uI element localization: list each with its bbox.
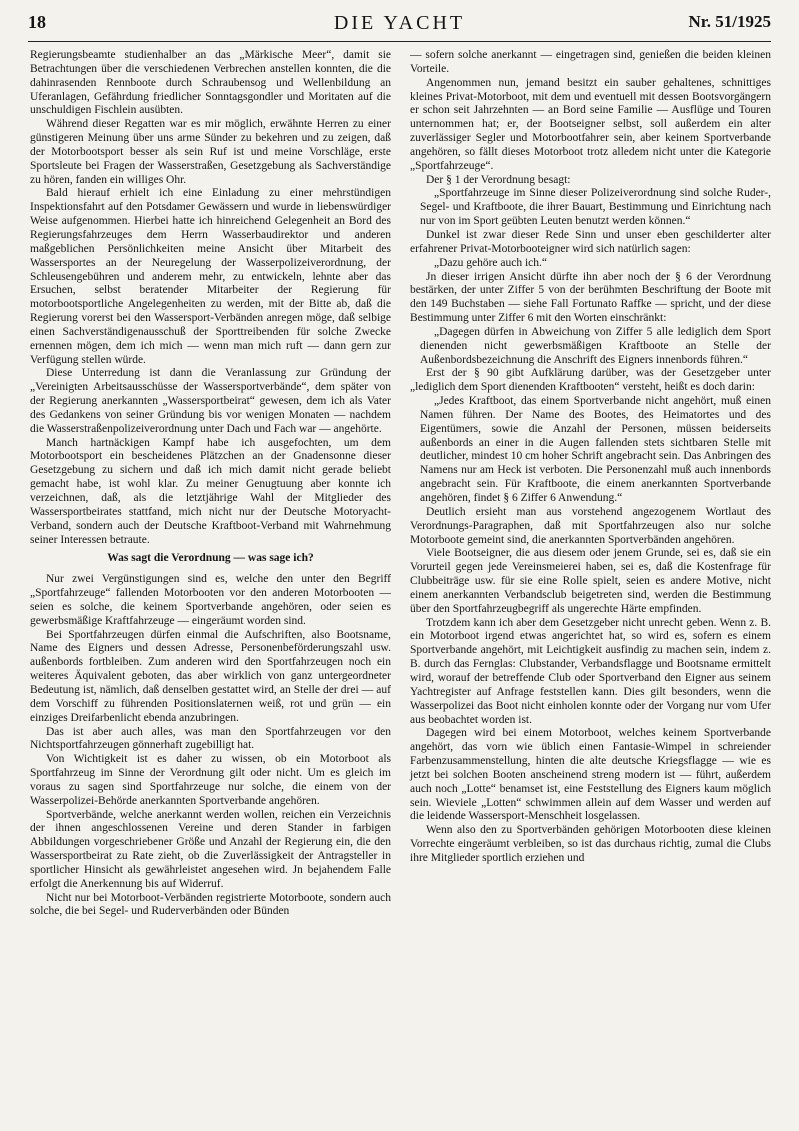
paragraph: Während dieser Regatten war es mir möglich, erwähnte Herren zu einer günstigeren Meinung über uns arme Sünder zu bekehren und zu zeigen, daß der Motorbootsport besser als sein Ruf ist und meine Vorschläge, erste Sportsleute bei Fragen der Wasserstraßen, Gesetzgebung als Sachverständige zu hören, fanden ein williges Ohr. (30, 118, 391, 186)
paragraph: Diese Unterredung ist dann die Veranlassung zur Gründung der „Vereinigten Arbeitsausschüsse der Wassersportverbände“, dem später von der Regierung anerkannten „Wassersportbeirat“ gewesen, dem ich als Vater des Gedankens von seiner Gründung bis vor wenigen Monaten — nachdem die Wasserstraßenpolizeiverordnung unter Dach und Fach war — angehörte. (30, 367, 391, 435)
paragraph: Erst der § 90 gibt Aufklärung darüber, was der Gesetzgeber unter „lediglich dem Sport dienenden Kraftbooten“ versteht, heißt es doch darin: (410, 367, 771, 394)
paragraph: — sofern solche anerkannt — eingetragen sind, genießen die beiden kleinen Vorteile. (410, 49, 771, 75)
paragraph: Jn dieser irrigen Ansicht dürfte ihn aber noch der § 6 der Verordnung bestärken, der unter Ziffer 5 von der berühmten Beschriftung der Boote mit den 149 Buchstaben — siehe Fall Fortunato Raffke — spricht, und der diese Bestimmung unter Ziffer 6 mit den Worten einschränkt: (410, 270, 771, 325)
paragraph: Viele Bootseigner, die aus diesem oder jenem Grunde, sei es, daß sie ein Vorurteil gegen jede Vereinsmeierei haben, sei es, daß die Kostenfrage für Clubbeiträge usw. für sie eine Rolle spielt, seien es andere Motive, nicht einem anerkannten Verbandsclub beigetreten sind, werden die Bestimmung über den Sportfahrzeugbegriff als ungerechte Härte empfinden. (410, 547, 771, 615)
paragraph: Manch hartnäckigen Kampf habe ich ausgefochten, um dem Motorbootsport ein bescheidenes Plätzchen an der Gnadensonne dieser Gesetzgebung zu sichern und daß ich mich damit nicht gerade beliebt gemacht habe, ist wohl klar. Zu meiner Genugtuung aber konnte ich verzeichnen, daß, als die letztjährige Wahl der Mitglieder des Wassersportbeirates stattfand, mich nicht nur der Deutsche Motoryacht-Verband, sondern auch der Deutsche Kraftboot-Verband mit Wahrnehmung seiner Interessen betraute. (30, 436, 391, 546)
section-heading: Was sagt die Verordnung — was sage ich? (107, 552, 314, 565)
paragraph: Trotzdem kann ich aber dem Gesetzgeber nicht unrecht geben. Wenn z. B. ein Motorboot irgend etwas angerichtet hat, so wird es, sofern es einem Sportverbande angehört, mit Leichtigkeit ausfindig zu machen sein, indem z. B. durch das Fernglas: Clubstander, Verbandsflagge und Bootsname ermittelt wird, worauf der betreffende Club oder Sportverband den Eigner aus seinem Yachtregister auf Anfrage feststellen kann. Dies gilt besonders, wenn die Wasserpolizei das Boot nicht einholen konnte oder der Vorgang nur vom Ufer aus beobachtet worden ist. (410, 616, 771, 726)
paragraph: Bei Sportfahrzeugen dürfen einmal die Aufschriften, also Bootsname, Name des Eigners und dessen Adresse, Personenbeförderungszahl usw. außenbords fortbleiben. Zum anderen wird den Sportfahrzeugen noch ein weiteres Äquivalent geboten, das aber wirklich von ganz untergeordneter Bedeutung ist, nämlich, daß denselben gestattet wird, an Stelle der drei — auf dem Vorschiff zu führenden Positionslaternen weiß, rot und grün — ein einziges Dreifarbenlicht ebenda anzubringen. (30, 628, 391, 724)
quotation: „Dagegen dürfen in Abweichung von Ziffer 5 alle lediglich dem Sport dienenden nicht gewerbsmäßigen Kraftboote an Stelle der Außenbordsbezeichnung die Anschrift des Eigners innenbords führen.“ (420, 325, 771, 366)
paragraph: Dagegen wird bei einem Motorboot, welches keinem Sportverbande angehört, das vorn wie üblich einen Fantasie-Wimpel in schreiender Farbenzusammenstellung, hinten die alte deutsche Kriegsflagge — wie es jetzt bei solchen Booten anscheinend streng modern ist — führt, außerdem auch noch „Lotte“ benamset ist, eine Feststellung des Eigners kaum möglich sein. Wieviele „Lotten“ schwimmen allein auf dem Wasser und werden auf die leidende Wassersport-Menschheit losgelassen. (410, 727, 771, 823)
page-header (28, 8, 771, 38)
page-number: 18 (28, 12, 46, 32)
paragraph: Der § 1 der Verordnung besagt: (426, 173, 571, 186)
issue-number: Nr. 51/1925 (688, 12, 771, 31)
paragraph: Das ist aber auch alles, was man den Sportfahrzeugen vor den Nichtsportfahrzeugen gönnerhaft zugebilligt hat. (30, 725, 391, 752)
quotation: „Sportfahrzeuge im Sinne dieser Polizeiverordnung sind solche Ruder-, Segel- und Kraftboote, die ihrer Bauart, Bestimmung und Einrichtung nach nur von im Sport geübten Leuten benutzt werden können.“ (420, 187, 771, 228)
paragraph: Dunkel ist zwar dieser Rede Sinn und unser eben geschilderter alter erfahrener Privat-Motorbooteigner wird sich natürlich sagen: (410, 228, 771, 255)
paragraph: Angenommen nun, jemand besitzt ein sauber gehaltenes, schnittiges kleines Privat-Motorboot, mit dem und eventuell mit dessen Bootsvorgängern er schon seit Jahrzehnten — an Bord seine Familie — Ausflüge und Touren unternommen hat; er, der Bootseigner selbst, soll außerdem ein alter zuverlässiger Segler und Motorbootfahrer sein, aber keinem Sportverbande angehören, so fällt dieses Motorboot trotz alledem nicht unter die Kategorie „Sportfahrzeuge“. (410, 76, 771, 172)
header-rule (28, 41, 771, 42)
paragraph: Nur zwei Vergünstigungen sind es, welche den unter den Begriff „Sportfahrzeuge“ fallenden Motorbooten vor den anderen Motorbooten — seien es solche, die keinem Sportverbande angehören, oder seien es gewerbsmäßige Kraftfahrzeuge — eingeräumt worden sind. (30, 573, 391, 627)
quotation: „Jedes Kraftboot, das einem Sportverbande nicht angehört, muß einen Namen führen. Der Name des Bootes, des Heimatortes und des Eigentümers, sowie die Anzahl der Personen, müssen beiderseits außenbords an einer in die Augen fallenden stets sichtbaren Stelle mit deutlicher, mindest 10 cm hoher Schrift angebracht sein. Das Anbringen des Namens nur am Heck ist verboten. Die Personenzahl muß auch innenbords angebracht sein. Für Kraftboote, die einem anerkannten Sportverbande angehören, findet § 6 Ziffer 6 Anwendung.“ (420, 395, 771, 504)
paragraph: Nicht nur bei Motorboot-Verbänden registrierte Motorboote, sondern auch solche, die bei Segel- und Ruderverbänden oder Bünden (30, 891, 391, 918)
left-column (30, 49, 391, 919)
paragraph: Regierungsbeamte studienhalber an das „Märkische Meer“, damit sie Betrachtungen über die verschiedenen Verbrechen anstellen konnten, die die dahinrasenden Rennboote durch Schraubensog und Wellenbildung an Uferanlagen, Gefährdung friedlicher Sonntagsgondler und Moritaten auf die unschuldigen Fischlein ausübten. (30, 49, 391, 117)
journal-title: DIE YACHT (333, 12, 466, 34)
quotation: „Dazu gehöre auch ich.“ (434, 256, 548, 269)
paragraph: Wenn also den zu Sportverbänden gehörigen Motorbooten diese kleinen Vorrechte eingeräumt verbleiben, so ist das durchaus richtig, zumal die Clubs ihre Mitglieder sportlich erziehen und (410, 824, 771, 864)
paragraph: Deutlich ersieht man aus vorstehend angezogenem Wortlaut des Verordnungs-Paragraphen, daß mit Sportfahrzeugen also nur solche Motorboote gemeint sind, die anerkannten Sportverbänden angehören. (410, 505, 771, 546)
paragraph: Sportverbände, welche anerkannt werden wollen, reichen ein Verzeichnis der ihnen angeschlossenen Vereine und deren Stander in farbigen Abbildungen vorgeschriebener Größe und Anzahl der Regierung ein, die den Wassersportbeirat zu Rate zieht, ob die Zuverlässigkeit der Antragsteller in sportlicher Hinsicht als gewährleistet angesehen wird. Jn bejahendem Falle erfolgt die Anerkennung bis auf Widerruf. (30, 808, 391, 890)
paragraph: Von Wichtigkeit ist es daher zu wissen, ob ein Motorboot als Sportfahrzeug im Sinne der Verordnung gilt oder nicht. Um es gleich im voraus zu sagen sind Sportfahrzeuge nur solche, die einem von der Wasserpolizei-Behörde anerkannten Sportverbande angehören. (30, 753, 391, 807)
right-column (410, 49, 771, 866)
paragraph: Bald hierauf erhielt ich eine Einladung zu einer mehrstündigen Inspektionsfahrt auf den Potsdamer Gewässern und wurde in liebenswürdiger Weise aufgenommen. Hierbei hatte ich hinreichend Gelegenheit an Bord des Regierungsfahrzeuges dem Herrn Wasserbaudirektor und anderen maßgeblichen Persönlichkeiten meine Ansicht über Mitarbeit des Wassersportes an der Neuregelung der Wasserpolizeiverordnung, der Schleusengebühren und anderem mehr, zu entwickeln, lehnte aber das Ersuchen, selbst beratender Mitarbeiter der Regierung für motorbootsportliche Angelegenheiten zu werden, mit der Bitte ab, daß die Regierung vorerst bei den Wassersport-Verbänden anregen möge, daß selbige einen Sachverständigenausschuß der Sporttreibenden für solche Zwecke ernennen mögen, dem ich mich — wenn man mich ruft — dann gern zur Verfügung stellen würde. (30, 187, 391, 366)
